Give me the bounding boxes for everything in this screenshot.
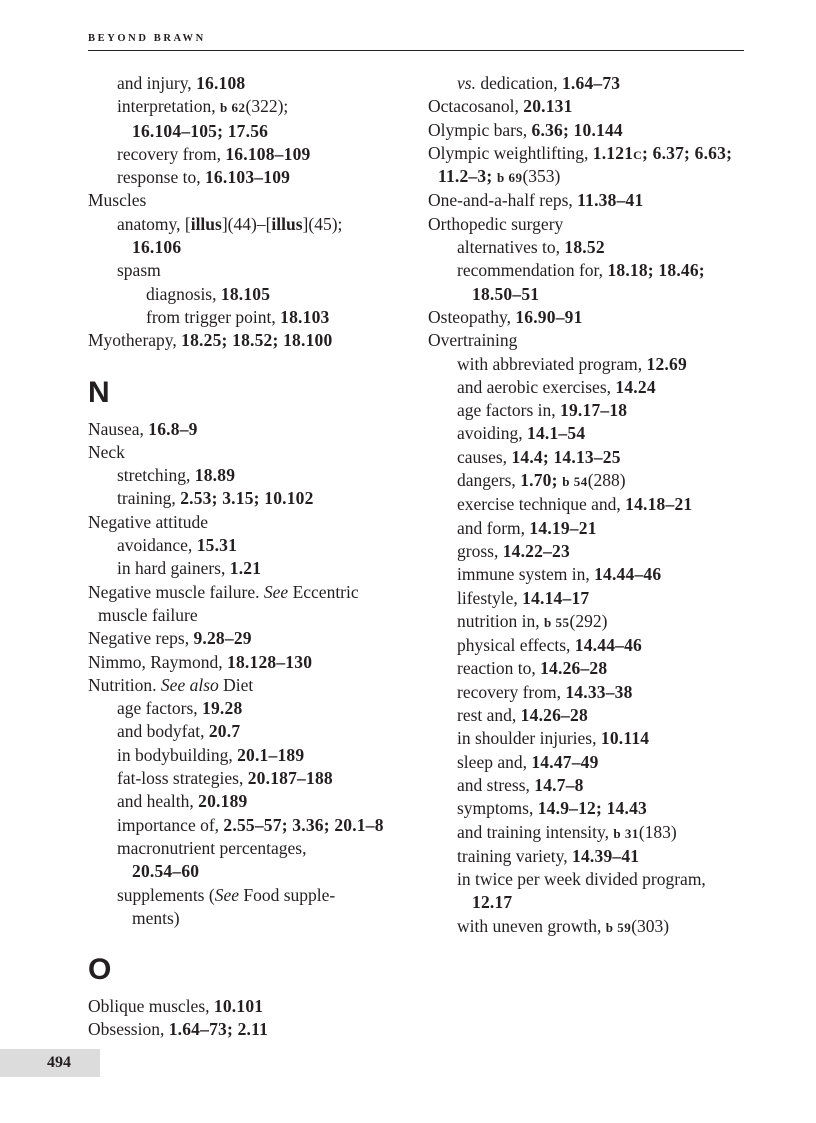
index-entry: and health, 20.189 xyxy=(117,791,248,812)
index-entry-continuation: ments) xyxy=(132,907,180,928)
index-entry: symptoms, 14.9–12; 14.43 xyxy=(457,798,647,819)
index-heading-entry: Muscles xyxy=(88,190,147,211)
index-heading-entry: Nimmo, Raymond, 18.128–130 xyxy=(88,651,313,672)
index-entry: avoidance, 15.31 xyxy=(117,535,238,556)
index-entry: vs. dedication, 1.64–73 xyxy=(457,73,621,93)
index-heading-entry: Nutrition. See also Diet xyxy=(88,674,254,695)
index-entry: fat-loss strategies, 20.187–188 xyxy=(117,768,333,789)
index-column-left xyxy=(88,72,408,1042)
index-entry: stretching, 18.89 xyxy=(117,465,236,486)
index-entry: supplements (See Food supple- xyxy=(117,884,336,905)
index-entry: recommendation for, 18.18; 18.46; xyxy=(457,260,705,281)
index-entry: in bodybuilding, 20.1–189 xyxy=(117,744,305,765)
index-entry-continuation: 16.106 xyxy=(132,237,182,258)
index-entry: sleep and, 14.47–49 xyxy=(457,751,599,772)
index-heading-entry: Osteopathy, 16.90–91 xyxy=(428,306,583,327)
index-heading-entry: Negative reps, 9.28–29 xyxy=(88,628,252,649)
page-number: 494 xyxy=(47,1054,71,1071)
index-entry-continuation: 20.54–60 xyxy=(132,861,200,882)
index-entry: exercise technique and, 14.18–21 xyxy=(457,494,693,515)
index-entry: avoiding, 14.1–54 xyxy=(457,423,586,444)
index-subentry: diagnosis, 18.105 xyxy=(146,283,271,304)
index-heading-entry: Olympic weightlifting, 1.121c; 6.37; 6.63; xyxy=(428,142,733,163)
index-heading-entry: Olympic bars, 6.36; 10.144 xyxy=(428,119,623,140)
index-entry-continuation: 18.50–51 xyxy=(472,283,540,304)
index-heading-entry: Negative attitude xyxy=(88,511,209,532)
index-entry: physical effects, 14.44–46 xyxy=(457,635,642,656)
index-heading-entry: One-and-a-half reps, 11.38–41 xyxy=(428,190,644,211)
index-entry: recovery from, 14.33–38 xyxy=(457,681,633,702)
index-heading-entry: Obsession, 1.64–73; 2.11 xyxy=(88,1019,269,1040)
index-entry-continuation: 11.2–3; b 69(353) xyxy=(438,166,561,187)
header-rule xyxy=(88,50,744,51)
index-heading-entry: Negative muscle failure. See Eccentric xyxy=(88,581,359,602)
index-heading-entry: Neck xyxy=(88,441,125,462)
index-entry: and bodyfat, 20.7 xyxy=(117,721,241,742)
index-entry: immune system in, 14.44–46 xyxy=(457,564,662,585)
index-entry: with abbreviated program, 12.69 xyxy=(457,353,687,374)
index-heading-entry: Octacosanol, 20.131 xyxy=(428,96,573,117)
index-entry: and training intensity, b 31(183) xyxy=(457,821,677,842)
index-entry: and form, 14.19–21 xyxy=(457,517,597,538)
section-letter-o: O xyxy=(88,953,112,987)
index-entry: age factors in, 19.17–18 xyxy=(457,400,628,421)
index-entry: and aerobic exercises, 14.24 xyxy=(457,376,656,397)
index-entry: importance of, 2.55–57; 3.36; 20.1–8 xyxy=(117,814,384,835)
index-entry: nutrition in, b 55(292) xyxy=(457,610,608,631)
index-heading-entry: Orthopedic surgery xyxy=(428,213,564,234)
index-entry: age factors, 19.28 xyxy=(117,698,243,719)
index-entry: and injury, 16.108 xyxy=(117,73,246,93)
index-heading-entry: Myotherapy, 18.25; 18.52; 18.100 xyxy=(88,330,333,351)
index-entry: with uneven growth, b 59(303) xyxy=(457,915,670,936)
index-entry: response to, 16.103–109 xyxy=(117,167,291,188)
index-entry: causes, 14.4; 14.13–25 xyxy=(457,446,621,467)
index-entry: spasm xyxy=(117,260,161,281)
index-entry: rest and, 14.26–28 xyxy=(457,705,588,726)
index-entry: in twice per week divided program, xyxy=(457,869,706,890)
index-entry: alternatives to, 18.52 xyxy=(457,237,605,258)
index-entry: dangers, 1.70; b 54(288) xyxy=(457,470,626,491)
index-entry-continuation: muscle failure xyxy=(98,604,198,625)
index-entry: interpretation, b 62(322); xyxy=(117,96,289,117)
index-entry: and stress, 14.7–8 xyxy=(457,774,584,795)
index-entry: training, 2.53; 3.15; 10.102 xyxy=(117,488,314,509)
index-heading-entry: Oblique muscles, 10.101 xyxy=(88,996,264,1017)
running-head: BEYOND BRAWN xyxy=(88,33,206,44)
index-entry: anatomy, [illus](44)–[illus](45); xyxy=(117,213,343,234)
index-column-right xyxy=(428,72,748,939)
index-entry: macronutrient percentages, xyxy=(117,837,307,858)
index-subentry: from trigger point, 18.103 xyxy=(146,306,330,327)
index-entry-continuation: 16.104–105; 17.56 xyxy=(132,120,269,141)
section-letter-n: N xyxy=(88,375,110,409)
index-entry: gross, 14.22–23 xyxy=(457,540,570,561)
index-entry: recovery from, 16.108–109 xyxy=(117,143,311,164)
index-entry: lifestyle, 14.14–17 xyxy=(457,587,590,608)
index-entry: training variety, 14.39–41 xyxy=(457,845,640,866)
index-entry: in shoulder injuries, 10.114 xyxy=(457,728,650,749)
index-entry: in hard gainers, 1.21 xyxy=(117,558,262,579)
index-entry-continuation: 12.17 xyxy=(472,892,513,913)
index-heading-entry: Overtraining xyxy=(428,330,518,351)
index-heading-entry: Nausea, 16.8–9 xyxy=(88,418,198,439)
index-entry: reaction to, 14.26–28 xyxy=(457,658,608,679)
